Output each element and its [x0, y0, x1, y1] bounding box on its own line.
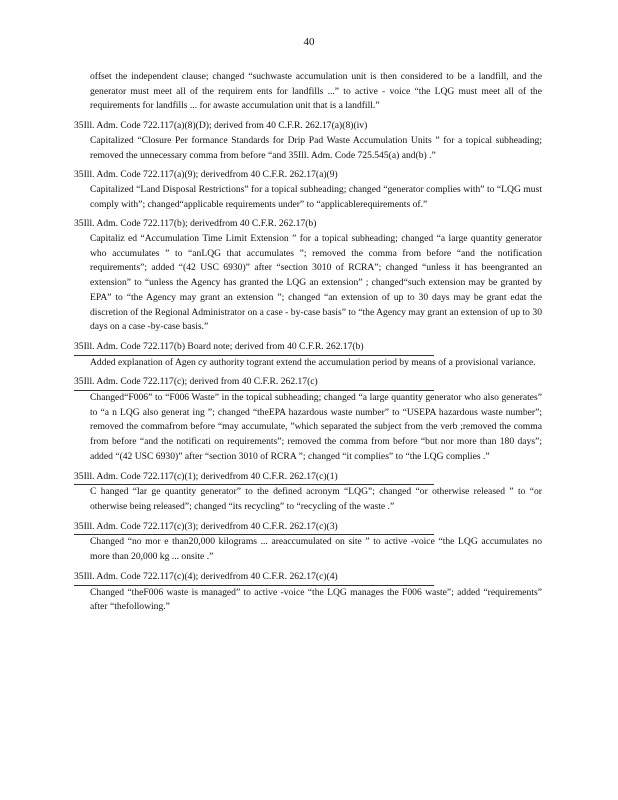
entry-7 — [74, 520, 542, 565]
document-body — [74, 70, 542, 615]
entry-8 — [74, 570, 542, 615]
entry-2 — [74, 168, 542, 212]
entry-text: Changed “theF006 waste is managed” to active -voice “the LQG manages the F006 waste”; added “requirements” after “thefollowing.” — [90, 586, 542, 613]
entry-text: C hanged “lar ge quantity generator” to the defined acronym “LQG”; changed “or otherwise released ” to “or otherwise being released”; changed “its recycling” to “recycling of the waste .” — [90, 486, 542, 512]
entry-heading: 35Ill. Adm. Code 722.117(b); derivedfrom 40 C.F.R. 262.17(b) — [74, 218, 317, 230]
entry-3 — [74, 217, 542, 335]
entry-heading: 35Ill. Adm. Code 722.117(a)(9); derivedfrom 40 C.F.R. 262.17(a)(9) — [74, 169, 338, 181]
entry-heading: 35Ill. Adm. Code 722.117(c); derived from 40 C.F.R. 262.17(c) — [74, 375, 434, 391]
entry-heading: 35Ill. Adm. Code 722.117(c)(3); derivedfrom 40 C.F.R. 262.17(c)(3) — [74, 520, 434, 536]
entry-text: Changed “no mor e than20,000 kilograms ... areaccumulated on site ” to active -voice “the LQG accumulates no more than 20,000 kg ... onsite .” — [90, 536, 542, 563]
entry-heading: 35Ill. Adm. Code 722.117(c)(4); derivedfrom 40 C.F.R. 262.17(c)(4) — [74, 570, 434, 586]
entry-heading: 35Ill. Adm. Code 722.117(c)(1); derivedfrom 40 C.F.R. 262.17(c)(1) — [74, 470, 434, 486]
entry-heading: 35Ill. Adm. Code 722.117(b) Board note; derived from 40 C.F.R. 262.17(b) — [74, 340, 434, 356]
entry-text: Capitalized “Land Disposal Restrictions” for a topical subheading; changed “generator complies with” to “LQG must comply with”; changed“applicable requirements under” to “applicablerequirements of.” — [90, 183, 542, 210]
page-number: 40 — [303, 36, 315, 48]
entry-heading: 35Ill. Adm. Code 722.117(a)(8)(D); derived from 40 C.F.R. 262.17(a)(8)(iv) — [74, 120, 368, 132]
entry-5 — [74, 375, 542, 464]
entry-1 — [74, 119, 542, 163]
entry-text: Capitaliz ed “Accumulation Time Limit Extension ” for a topical subheading; changed “a large quantity generator who accumulates ” to “anLQG that accumulates ”; removed the comma from before “and the notification requirements”; added “(42 USC 6930)” after “section 3010 of RCRA”; changed “unless it has beengranted an extension” to “unless the Agency has granted the LQG an extension” ; changed“such extension may be granted by EPA” to “the Agency may grant an extension ”; changed “an extension of up to 30 days may be grant edat the discretion of the Regional Administrator on a case - by-case basis” to “the Agency may grant an extension of up to 30 days on a case -by-case basis.” — [90, 233, 542, 333]
continuation-paragraph: offset the independent clause; changed “suchwaste accumulation unit is then considered to be a landfill, and the generator must meet all of the requirem ents for landfills ...” to active - voice “the LQG must meet all of the requirements for landfills ... for awaste accumulation unit that is a landfill.” — [90, 71, 542, 112]
entry-4 — [74, 340, 542, 370]
entry-text: Capitalized “Closure Per formance Standards for Drip Pad Waste Accumulation Units ” for a topical subheading; removed the unnecessary comma from before “and 35Ill. Adm. Code 725.545(a) and(b) .” — [90, 134, 542, 161]
entry-6 — [74, 470, 542, 515]
entry-text: Added explanation of Agen cy authority togrant extend the accumulation period by means of a provisional variance. — [90, 356, 536, 368]
entry-text: Changed“F006” to “F006 Waste” in the topical subheading; changed “a large quantity generator who also generates” to “a n LQG also generat ing ”; changed “theEPA hazardous waste number” to “USEPA hazardous waste number”; removed the commafrom before “may accumulate, ”which separated the subject from the verb ;removed the comma from before “and the notificati on requirements”; removed the comma from before “but nor more than 180 days”; added “(42 USC 6930)” after “section 3010 of RCRA ”; changed “it complies” to “the LQG complies .” — [90, 392, 542, 462]
